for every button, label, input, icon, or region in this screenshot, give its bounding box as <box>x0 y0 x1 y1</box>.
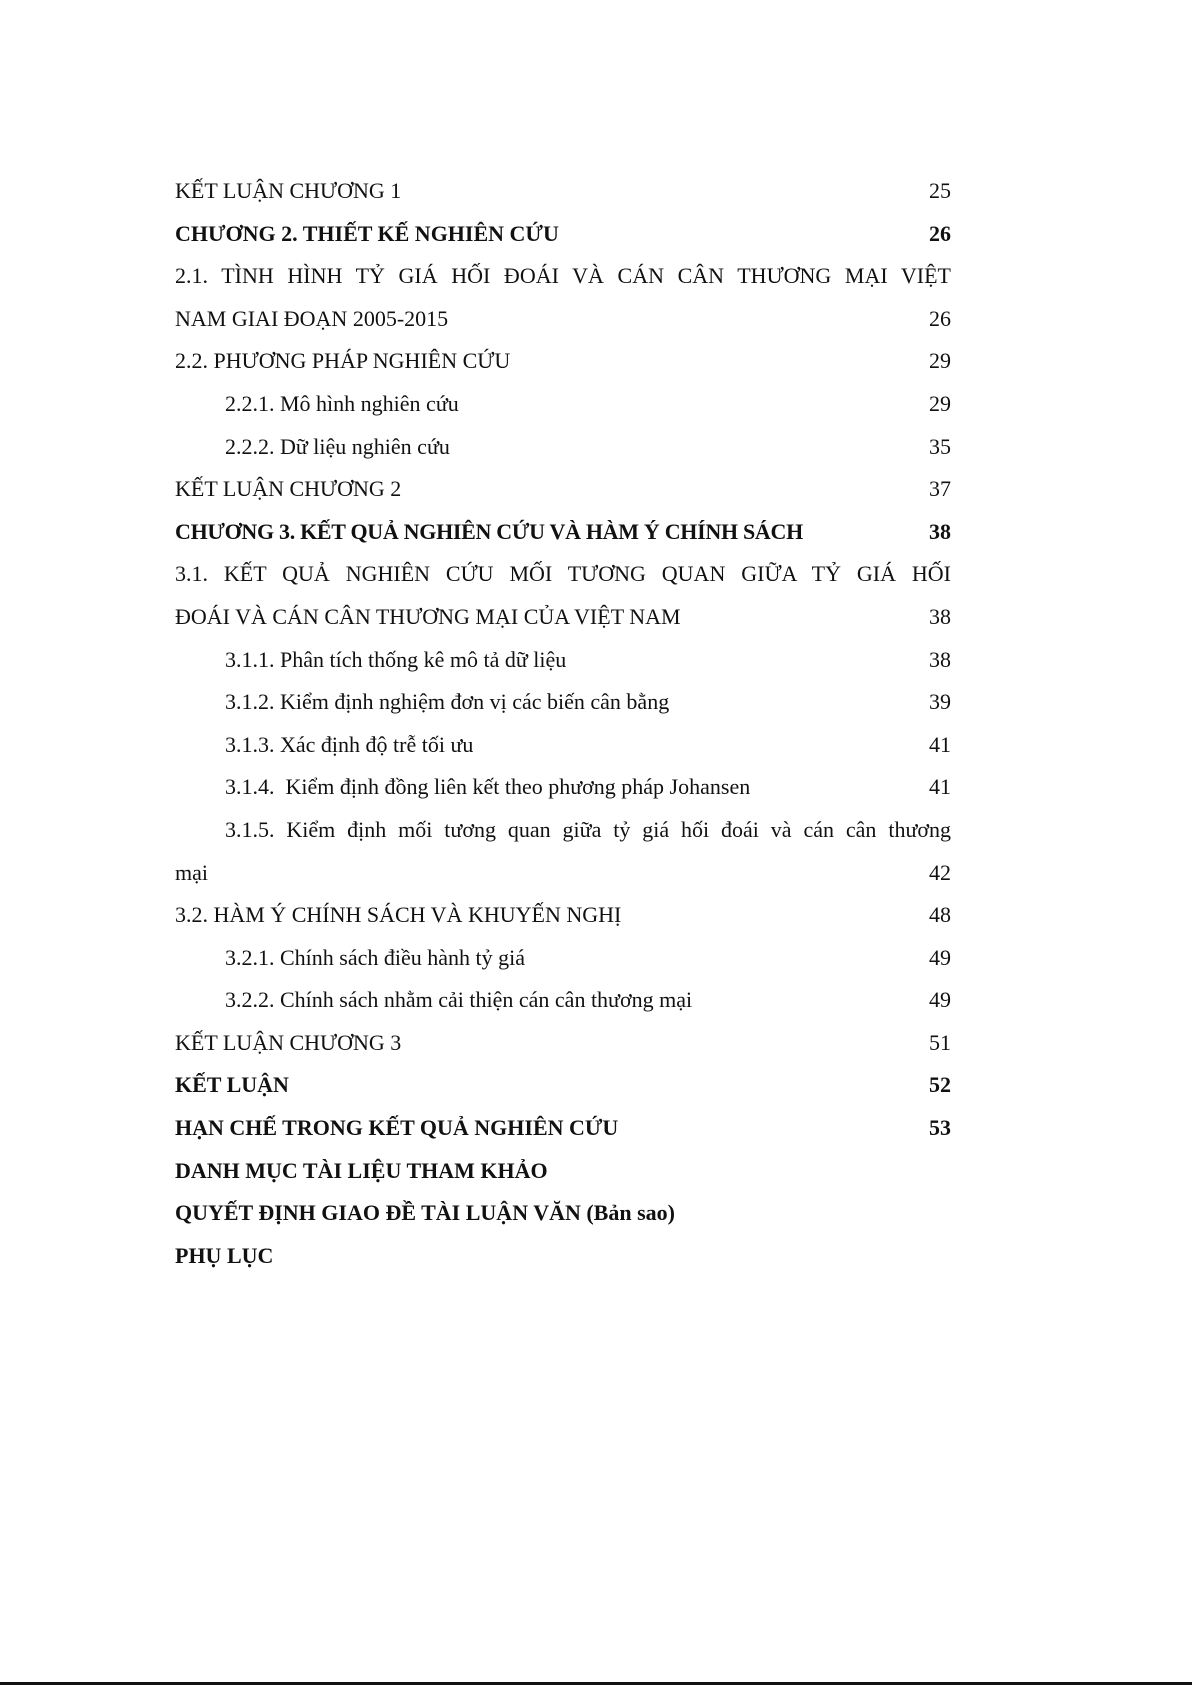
toc-entry-label: 3.1.4. Kiểm định đồng liên kết theo phương pháp Johansen <box>225 774 751 800</box>
toc-entry-label: HẠN CHẾ TRONG KẾT QUẢ NGHIÊN CỨU <box>175 1115 619 1141</box>
toc-entry-label: 3.2.1. Chính sách điều hành tỷ giá <box>225 944 526 970</box>
toc-entry-label: KẾT LUẬN CHƯƠNG 2 <box>175 476 402 502</box>
toc-entry-2-1-line-2[interactable] <box>175 298 951 341</box>
toc-entry-page: 26 <box>929 305 951 331</box>
toc-entry-page: 41 <box>929 774 951 800</box>
toc-entry-label: NAM GIAI ĐOẠN 2005-2015 <box>175 305 449 331</box>
toc-entry-label: KẾT LUẬN CHƯƠNG 1 <box>175 178 402 203</box>
toc-entry-ket-luan-chuong-3[interactable] <box>175 1022 951 1065</box>
toc-entry-page: 37 <box>929 476 951 502</box>
toc-entry-page: 25 <box>929 178 951 203</box>
toc-entry-label: 3.1.3. Xác định độ trễ tối ưu <box>225 731 474 757</box>
toc-entry-page: 38 <box>929 646 951 672</box>
toc-entry-label: QUYẾT ĐỊNH GIAO ĐỀ TÀI LUẬN VĂN (Bản sao) <box>175 1200 675 1226</box>
table-of-contents <box>175 170 951 1277</box>
toc-entry-label: 3.2.2. Chính sách nhằm cải thiện cán cân thương mại <box>225 987 693 1013</box>
toc-entry-han-che[interactable] <box>175 1107 951 1150</box>
toc-entry-3-1-3[interactable] <box>175 724 951 767</box>
toc-entry-phu-luc[interactable] <box>175 1235 951 1278</box>
toc-entry-2-2[interactable] <box>175 340 951 383</box>
toc-entry-page: 53 <box>929 1115 951 1141</box>
toc-entry-3-1-4[interactable] <box>175 766 951 809</box>
toc-entry-label: 3.2. HÀM Ý CHÍNH SÁCH VÀ KHUYẾN NGHỊ <box>175 902 622 928</box>
toc-entry-label: 3.1.5. Kiểm định mối tương quan giữa tỷ giá hối đoái và cán cân thương <box>225 816 951 842</box>
toc-entry-2-1-line-1[interactable] <box>175 255 951 298</box>
toc-entry-page: 38 <box>929 518 951 544</box>
toc-entry-label: 2.2. PHƯƠNG PHÁP NGHIÊN CỨU <box>175 348 511 374</box>
toc-entry-chuong-3[interactable] <box>175 511 951 554</box>
toc-entry-page: 29 <box>929 390 951 416</box>
toc-entry-label: KẾT LUẬN <box>175 1072 289 1098</box>
toc-entry-3-1-1[interactable] <box>175 639 951 682</box>
toc-entry-3-2-2[interactable] <box>175 979 951 1022</box>
toc-entry-page: 29 <box>929 348 951 374</box>
toc-entry-ket-luan-chuong-1[interactable] <box>175 170 951 213</box>
toc-entry-label: mại <box>175 859 208 885</box>
toc-entry-ket-luan[interactable] <box>175 1064 951 1107</box>
toc-entry-3-2[interactable] <box>175 894 951 937</box>
toc-entry-3-1-line-1[interactable] <box>175 553 951 596</box>
toc-entry-page: 39 <box>929 689 951 715</box>
toc-entry-label: 3.1.1. Phân tích thống kê mô tả dữ liệu <box>225 646 567 672</box>
toc-entry-3-1-2[interactable] <box>175 681 951 724</box>
toc-entry-ket-luan-chuong-2[interactable] <box>175 468 951 511</box>
toc-entry-3-1-5-line-2[interactable] <box>175 852 951 895</box>
toc-entry-2-2-1[interactable] <box>175 383 951 426</box>
toc-entry-label: 2.2.1. Mô hình nghiên cứu <box>225 390 459 416</box>
toc-entry-label: 2.1. TÌNH HÌNH TỶ GIÁ HỐI ĐOÁI VÀ CÁN CÂN THƯƠNG MẠI VIỆT <box>175 263 951 289</box>
toc-entry-page: 42 <box>929 859 951 885</box>
toc-entry-label: PHỤ LỤC <box>175 1242 274 1268</box>
toc-entry-label: 2.2.2. Dữ liệu nghiên cứu <box>225 433 450 459</box>
toc-entry-page: 52 <box>929 1072 951 1098</box>
toc-entry-page: 49 <box>929 987 951 1013</box>
toc-entry-chuong-2[interactable] <box>175 213 951 256</box>
toc-entry-page: 26 <box>929 220 951 246</box>
toc-entry-label: KẾT LUẬN CHƯƠNG 3 <box>175 1029 402 1055</box>
toc-entry-label: 3.1.2. Kiểm định nghiệm đơn vị các biến cân bằng <box>225 689 670 715</box>
toc-entry-page: 38 <box>929 603 951 629</box>
toc-entry-page: 51 <box>929 1029 951 1055</box>
toc-entry-label: DANH MỤC TÀI LIỆU THAM KHẢO <box>175 1157 548 1183</box>
toc-entry-quyet-dinh[interactable] <box>175 1192 951 1235</box>
toc-entry-3-1-5-line-1[interactable] <box>175 809 951 852</box>
toc-entry-2-2-2[interactable] <box>175 426 951 469</box>
toc-entry-3-1-line-2[interactable] <box>175 596 951 639</box>
toc-entry-label: ĐOÁI VÀ CÁN CÂN THƯƠNG MẠI CỦA VIỆT NAM <box>175 603 681 629</box>
toc-entry-3-2-1[interactable] <box>175 937 951 980</box>
toc-entry-page: 49 <box>929 944 951 970</box>
toc-entry-label: 3.1. KẾT QUẢ NGHIÊN CỨU MỐI TƯƠNG QUAN GIỮA TỶ GIÁ HỐI <box>175 561 951 587</box>
toc-entry-page: 35 <box>929 433 951 459</box>
toc-entry-label: CHƯƠNG 2. THIẾT KẾ NGHIÊN CỨU <box>175 220 559 246</box>
toc-entry-label: CHƯƠNG 3. KẾT QUẢ NGHIÊN CỨU VÀ HÀM Ý CHÍNH SÁCH <box>175 518 803 544</box>
toc-entry-page: 41 <box>929 731 951 757</box>
toc-entry-page: 48 <box>929 902 951 928</box>
toc-entry-danh-muc-tai-lieu[interactable] <box>175 1150 951 1193</box>
